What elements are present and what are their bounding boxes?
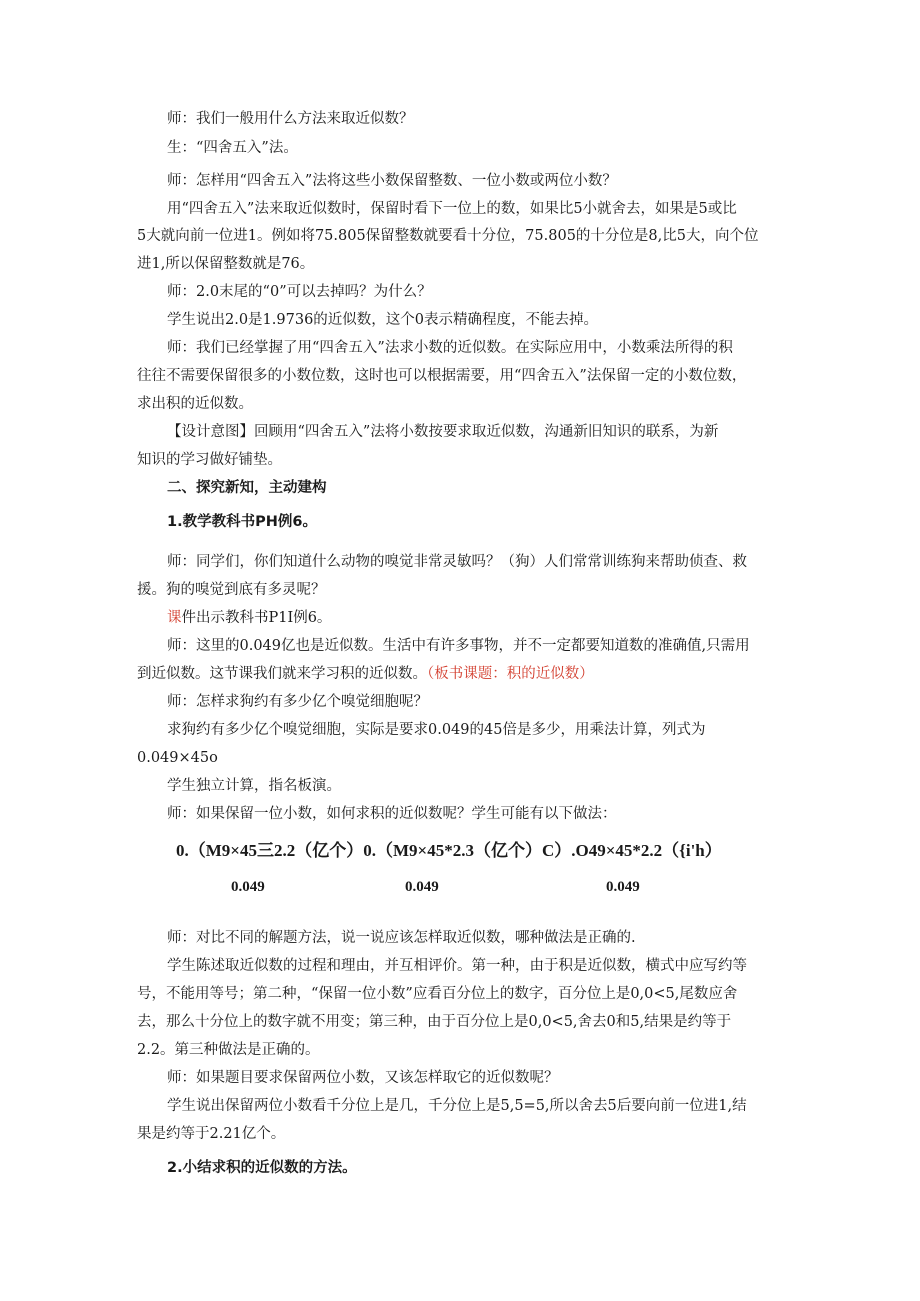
design-intent: 【设计意图】回顾用“四舍五入”法将小数按要求取近似数，沟通新旧知识的联系，为新 [167,424,719,440]
subsection-heading: 2.小结求积的近似数的方法。 [167,1160,357,1176]
paragraph: 师：怎样用“四舍五入”法将这些小数保留整数、一位小数或两位小数？ [167,173,617,189]
paragraph: 学生说出2.0是1.9736的近似数，这个0表示精确程度，不能去掉。 [167,312,599,328]
paragraph: 师：如果题目要求保留两位小数，又该怎样取它的近似数呢？ [167,1070,559,1086]
paragraph: 学生陈述取近似数的过程和理由，并互相评价。第一种，由于积是近似数，横式中应写约等 [167,958,747,974]
paragraph: 求出积的近似数。 [137,396,253,412]
formula-value: 0.049 [405,879,439,895]
paragraph: 学生独立计算，指名板演。 [167,778,341,794]
paragraph: 去，那么十分位上的数字就不用变；第三种，由于百分位上是0,0<5,舍去0和5,结果是约等于 [137,1014,732,1030]
paragraph: 到近似数。这节课我们就来学习积的近似数。（板书课题：积的近似数） [137,666,594,682]
paragraph: 用“四舍五入”法来取近似数时，保留时看下一位上的数，如果比5小就舍去，如果是5或比 [167,201,737,217]
paragraph: 学生说出保留两位小数看千分位上是几，千分位上是5,5=5,所以舍去5后要向前一位进1,结 [167,1098,747,1114]
paragraph: 往往不需要保留很多的小数位数，这时也可以根据需要，用“四舍五入”法保留一定的小数位数， [137,368,747,384]
paragraph: 0.049×45o [137,750,218,766]
paragraph: 生：“四舍五入”法。 [167,140,298,156]
paragraph: 课件出示教科书P1I例6。 [167,610,332,626]
paragraph: 知识的学习做好铺垫。 [137,452,282,468]
paragraph: 师：如果保留一位小数，如何求积的近似数呢？学生可能有以下做法： [167,806,617,822]
section-heading: 二、探究新知，主动建构 [167,480,327,496]
formula-value: 0.049 [606,879,640,895]
highlight-text: 课 [167,610,182,626]
blackboard-title: （板书课题：积的近似数） [427,666,594,682]
paragraph: 师：同学们，你们知道什么动物的嗅觉非常灵敏吗？（狗）人们常常训练狗来帮助侦查、救 [167,554,747,570]
subsection-heading: 1.教学教科书PH例6。 [167,514,317,530]
formula-line: 0.（M9×45三2.2（亿个）0.（M9×45*2.3（亿个）C）.O49×45*2.2（{i'h） [176,841,722,860]
formula-value: 0.049 [231,879,265,895]
paragraph: 2.2。第三种做法是正确的。 [137,1042,320,1058]
paragraph: 师：怎样求狗约有多少亿个嗅觉细胞呢？ [167,694,428,710]
paragraph: 求狗约有多少亿个嗅觉细胞，实际是要求0.049的45倍是多少，用乘法计算，列式为 [167,722,706,738]
paragraph: 师：这里的0.049亿也是近似数。生活中有许多事物，并不一定都要知道数的准确值,只需用 [167,638,750,654]
paragraph: 果是约等于2.21亿个。 [137,1126,286,1142]
paragraph: 进1,所以保留整数就是76。 [137,256,315,272]
paragraph: 师：我们已经掌握了用“四舍五入”法求小数的近似数。在实际应用中，小数乘法所得的积 [167,340,733,356]
paragraph: 师：对比不同的解题方法，说一说应该怎样取近似数，哪种做法是正确的. [167,930,636,946]
paragraph: 师：我们一般用什么方法来取近似数？ [167,111,414,127]
paragraph: 号，不能用等号；第二种，“保留一位小数”应看百分位上的数字，百分位上是0,0<5,尾数应舍 [137,986,738,1002]
paragraph: 师：2.0末尾的“0”可以去掉吗？为什么？ [167,284,432,300]
paragraph: 援。狗的嗅觉到底有多灵呢？ [137,582,326,598]
paragraph: 5大就向前一位进1。例如将75.805保留整数就要看十分位，75.805的十分位是8,比5大，向个位 [137,228,759,244]
